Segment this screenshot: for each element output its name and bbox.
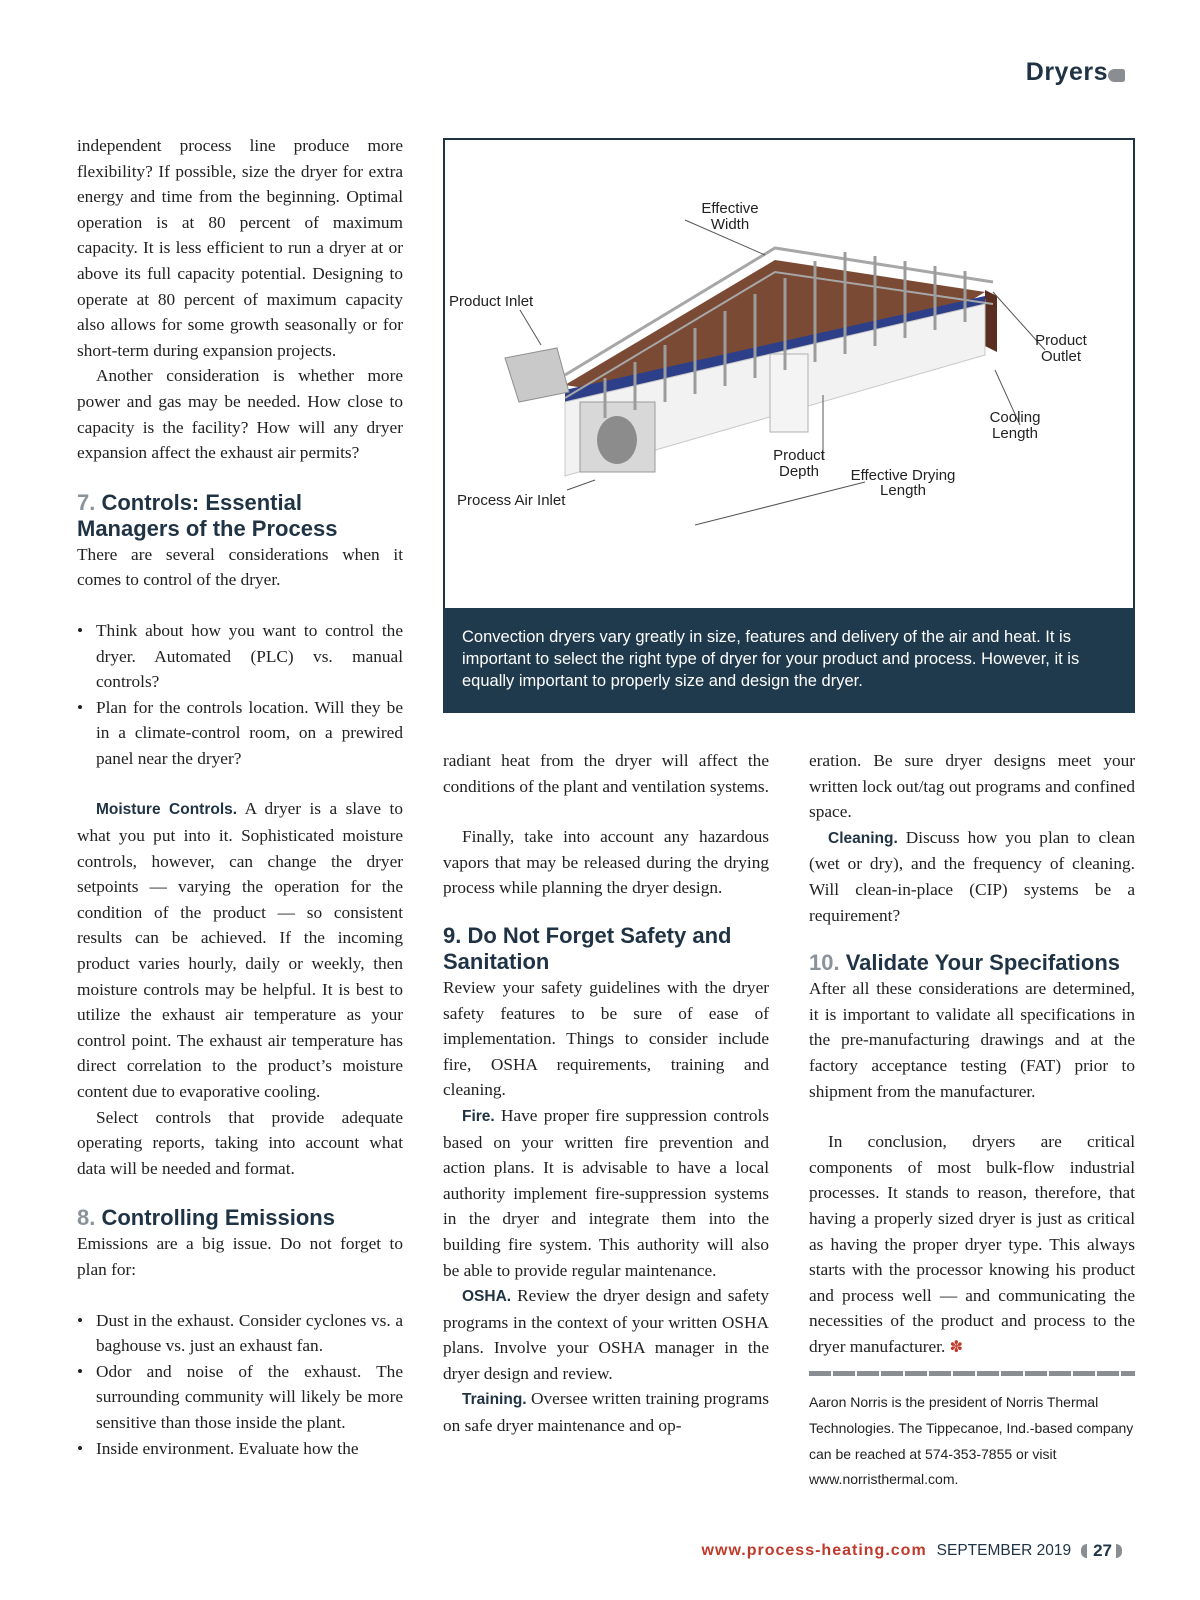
label-drying-length-2: Length <box>880 482 926 499</box>
figure-caption: Convection dryers vary greatly in size, features and delivery of the air and heat. It is important to select the right type of dryer for your product and process. However, it is equally important to properly size and design the dryer. <box>443 608 1135 713</box>
author-bio: Aaron Norris is the president of Norris Thermal Technologies. The Tippecanoe, Ind.-based company can be reached at 574-353-7855 or visit www.norristhermal.com. <box>809 1394 1134 1488</box>
air-inlet-duct <box>597 416 637 464</box>
label-cooling-length-2: Length <box>992 425 1038 442</box>
paragraph: Finally, take into account any hazardous vapors that may be released during the drying process while planning the dryer design. <box>443 827 769 898</box>
label-drying-length-1: Effective Drying <box>850 467 956 484</box>
paragraph-text: Discuss how you plan to clean (wet or dry), and the frequency of cleaning. Will clean-in-place (CIP) systems be a requirement? <box>809 827 1135 925</box>
run-in-heading: Training. <box>462 1391 527 1409</box>
run-in-heading: OSHA. <box>462 1288 512 1306</box>
run-in-heading: Fire. <box>462 1107 495 1125</box>
paragraph <box>809 1129 1135 1359</box>
list-item: • Odor and noise of the exhaust. The surrounding community will likely be more sensitive than those inside the plant. <box>77 1359 403 1436</box>
heading-10 <box>809 950 1135 976</box>
column-2 <box>443 748 769 1439</box>
page-footer <box>702 1541 1122 1561</box>
heading-8 <box>77 1205 403 1231</box>
paragraph: eration. Be sure dryer designs meet your written lock out/tag out programs and confined space. <box>809 751 1135 822</box>
paragraph <box>443 1283 769 1386</box>
paragraph-text: A dryer is a slave to what you put into it. Sophisticated moisture controls, however, can change the dryer setpoints — varying the operation for the condition of the product — so consistent results can be achieved. If the incoming product varies hourly, daily or weekly, then moisture controls may be helpful. It is best to utilize the exhaust air temperature as your control point. The exhaust air temperature has direct correlation to the product’s moisture content due to evaporative cooling. <box>77 799 403 1101</box>
run-in-heading: Cleaning. <box>828 829 898 847</box>
heading-number: 10. <box>809 950 840 976</box>
bullet-list <box>77 1308 403 1462</box>
label-product-outlet-1: Product <box>1035 332 1087 349</box>
paragraph-text: Review the dryer design and safety programs in the context of your written OSHA plans. Involve your OSHA manager in the dryer design and review. <box>443 1286 769 1383</box>
section-title: Dryers <box>1025 58 1108 86</box>
label-product-inlet: Product Inlet <box>449 293 534 310</box>
paragraph: Emissions are a big issue. Do not forget to plan for: <box>77 1234 403 1279</box>
paragraph <box>443 1103 769 1283</box>
column-3 <box>809 748 1135 1493</box>
paragraph: radiant heat from the dryer will affect the conditions of the plant and ventilation systems. <box>443 751 769 796</box>
paragraph: Review your safety guidelines with the dryer safety features to be sure of ease of implementation. Things to consider include fire, OSHA requirements, training and cleaning. <box>443 977 769 1100</box>
page-number-cap-left-icon <box>1081 1544 1087 1558</box>
heading-number: 7. <box>77 489 96 515</box>
paragraph: Select controls that provide adequate operating reports, taking into account what data will be needed and format. <box>77 1107 403 1178</box>
paragraph <box>77 796 403 1104</box>
control-panel <box>770 354 808 432</box>
list-item: • Dust in the exhaust. Consider cyclones vs. a baghouse vs. just an exhaust fan. <box>77 1308 403 1359</box>
paragraph <box>809 825 1135 928</box>
page-number-cap-right-icon <box>1116 1544 1122 1558</box>
list-item: • Inside environment. Evaluate how the <box>77 1436 403 1462</box>
paragraph: After all these considerations are determined, it is important to validate all specifications in the pre-manufacturing drawings and at the factory acceptance testing (FAT) prior to shipment from the manufacturer. <box>809 979 1135 1101</box>
end-mark-icon: ✽ <box>949 1336 963 1356</box>
bullet-list <box>77 618 403 772</box>
dryer-figure <box>443 138 1135 713</box>
paragraph-text: Oversee written training programs on safe dryer maintenance and op- <box>443 1389 769 1436</box>
footer-url: www.process-heating.com <box>701 1542 927 1559</box>
paragraph: There are several considerations when it comes to control of the dryer. <box>77 544 403 590</box>
label-product-depth-2: Depth <box>778 463 820 480</box>
dryer-illustration <box>445 140 1133 610</box>
list-item: • Think about how you want to control the dryer. Automated (PLC) vs. manual controls? <box>77 618 403 695</box>
figure-frame <box>443 138 1135 612</box>
heading-text: Controlling Emissions <box>101 1205 335 1231</box>
section-marker-icon <box>1108 69 1125 82</box>
paragraph-text: Have proper fire suppression controls based on your written fire prevention and action plans. It is advisable to have a local authority implement fire-suppression systems in the dryer and integrate them into the building fire system. This authority will also be able to provide regular maintenance. <box>443 1105 769 1280</box>
label-product-outlet-2: Outlet <box>1040 348 1082 365</box>
label-effective-width-1: Effective <box>701 200 759 217</box>
signature-divider <box>809 1371 1135 1376</box>
footer-date: SEPTEMBER 2019 <box>936 1542 1072 1559</box>
paragraph: Another consideration is whether more power and gas may be needed. How close to capacity is the facility? How will any dryer expansion affect the exhaust air permits? <box>77 366 403 463</box>
label-process-air-inlet: Process Air Inlet <box>457 492 566 509</box>
paragraph: independent process line produce more flexibility? If possible, size the dryer for extra energy and time from the beginning. Optimal operation is at 80 percent of maximum capacity. It is less efficient to run a dryer at or above its full capacity potential. Designing to operate at 80 percent of maximum capacity also allows for some growth seasonally or for short-term during expansion projects. <box>77 136 403 360</box>
label-product-depth-1: Product <box>773 447 825 464</box>
paragraph <box>443 1386 769 1438</box>
outlet-end-block <box>985 290 997 352</box>
heading-text: Validate Your Specifations <box>845 950 1120 976</box>
run-in-heading: Moisture Controls. <box>96 801 238 819</box>
heading-7 <box>77 490 403 542</box>
column-1 <box>77 133 403 1461</box>
label-cooling-length-1: Cooling <box>989 409 1041 426</box>
product-inlet-conveyor <box>505 348 569 402</box>
label-effective-width-2: Width <box>710 216 750 233</box>
list-item: • Plan for the controls location. Will they be in a climate-control room, on a prewired panel near the dryer? <box>77 695 403 772</box>
heading-9: 9. Do Not Forget Safety and Sanitation <box>443 922 732 974</box>
page-number: 27 <box>1093 1541 1112 1560</box>
heading-number: 8. <box>77 1205 96 1231</box>
heading-text: Controls: Essential Managers of the Process <box>77 489 338 541</box>
paragraph-text: In conclusion, dryers are critical components of most bulk-flow industrial processes. It stands to reason, therefore, that having a properly sized dryer is just as critical as having the proper dryer type. This always starts with the processor knowing his product and process well — and communicating the necessities of the product and process to the dryer manufacturer. <box>809 1132 1135 1356</box>
